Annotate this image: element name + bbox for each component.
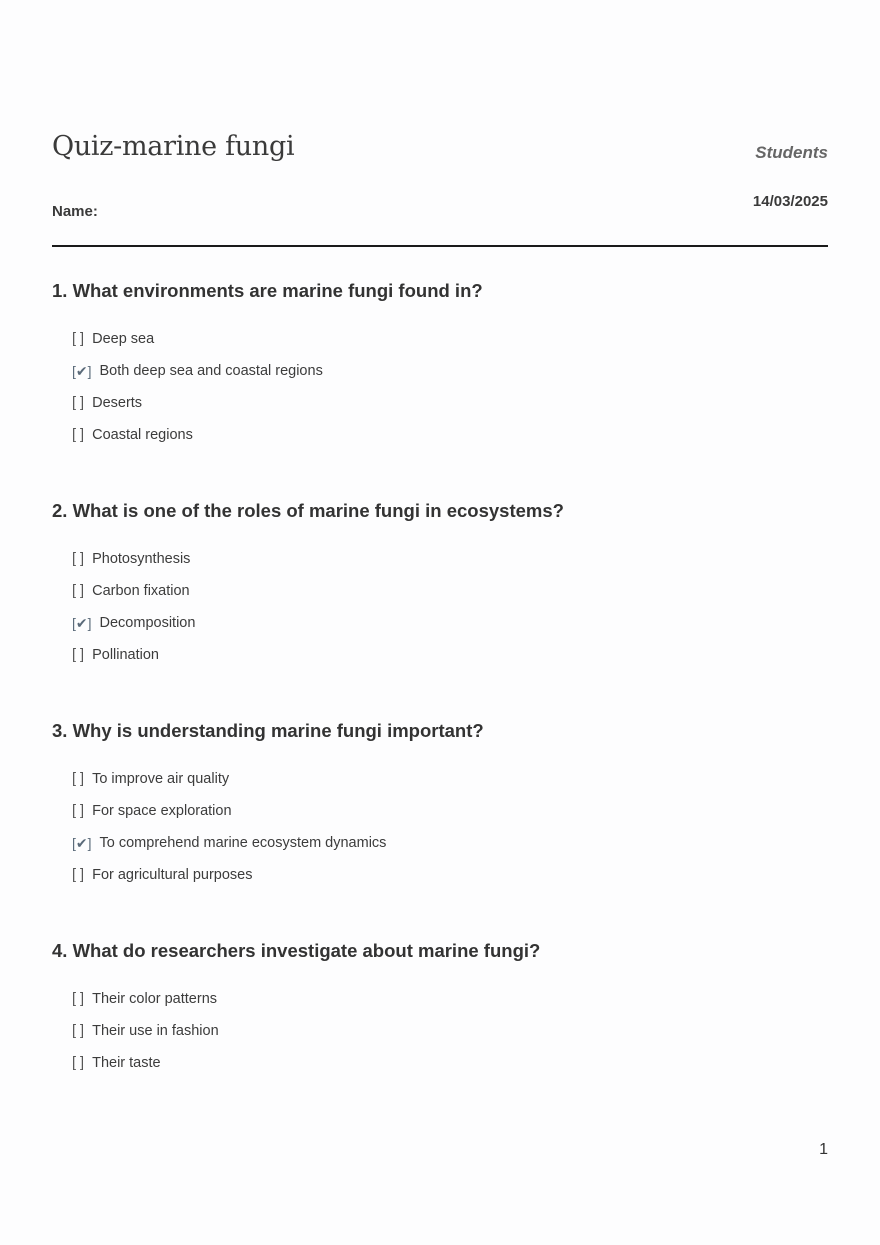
question-1: [52, 280, 828, 457]
question-4: [52, 940, 828, 1085]
answer-option[interactable]: [52, 581, 828, 613]
option-text: Their taste: [92, 1055, 161, 1071]
answer-option[interactable]: [52, 549, 828, 581]
answer-option[interactable]: [52, 613, 828, 645]
question-heading: 3. Why is understanding marine fungi important?: [52, 720, 484, 741]
question-heading: 2. What is one of the roles of marine fungi in ecosystems?: [52, 500, 564, 521]
option-list: [52, 549, 828, 677]
question-heading: 4. What do researchers investigate about marine fungi?: [52, 940, 541, 961]
question-heading: 1. What environments are marine fungi found in?: [52, 280, 483, 301]
option-text: For agricultural purposes: [92, 867, 253, 883]
checkbox[interactable]: [ ]: [72, 771, 85, 787]
answer-option[interactable]: [52, 833, 828, 865]
checkbox[interactable]: [ ]: [72, 395, 85, 411]
checkbox[interactable]: [ ]: [72, 551, 85, 567]
option-text: Their use in fashion: [92, 1023, 219, 1039]
option-text: For space exploration: [92, 803, 232, 819]
option-text: Both deep sea and coastal regions: [99, 363, 323, 379]
question-3: [52, 720, 828, 897]
answer-option[interactable]: [52, 769, 828, 801]
option-text: Decomposition: [99, 615, 196, 631]
answer-option[interactable]: [52, 989, 828, 1021]
option-text: Coastal regions: [92, 427, 193, 443]
checkbox[interactable]: [ ]: [72, 647, 85, 663]
checked-checkbox[interactable]: [✔]: [72, 615, 92, 631]
question-2: [52, 500, 828, 677]
checkbox[interactable]: [ ]: [72, 427, 85, 443]
answer-option[interactable]: [52, 329, 828, 361]
checkbox[interactable]: [ ]: [72, 1055, 85, 1071]
checkbox[interactable]: [ ]: [72, 1023, 85, 1039]
answer-option[interactable]: [52, 393, 828, 425]
checkbox[interactable]: [ ]: [72, 991, 85, 1007]
page-title: Quiz-marine fungi: [52, 131, 295, 162]
option-text: Deep sea: [92, 331, 155, 347]
option-text: Deserts: [92, 395, 143, 411]
answer-option[interactable]: [52, 1021, 828, 1053]
answer-option[interactable]: [52, 645, 828, 677]
page-number: 1: [819, 1141, 828, 1158]
option-list: [52, 989, 828, 1085]
answer-option[interactable]: [52, 425, 828, 457]
answer-option[interactable]: [52, 361, 828, 393]
option-text: To comprehend marine ecosystem dynamics: [99, 835, 387, 851]
checked-checkbox[interactable]: [✔]: [72, 835, 92, 851]
quiz-date: 14/03/2025: [752, 193, 828, 210]
option-text: Their color patterns: [92, 991, 218, 1007]
checkbox[interactable]: [ ]: [72, 867, 85, 883]
answer-option[interactable]: [52, 801, 828, 833]
name-field-label: Name:: [52, 203, 98, 220]
checkbox[interactable]: [ ]: [72, 803, 85, 819]
checkbox[interactable]: [ ]: [72, 583, 85, 599]
option-text: Photosynthesis: [92, 551, 191, 567]
audience-label: Students: [755, 143, 828, 162]
option-text: To improve air quality: [92, 771, 230, 787]
checked-checkbox[interactable]: [✔]: [72, 363, 92, 379]
option-text: Pollination: [92, 647, 160, 663]
header-divider: [52, 245, 828, 247]
option-list: [52, 769, 828, 897]
answer-option[interactable]: [52, 1053, 828, 1085]
answer-option[interactable]: [52, 865, 828, 897]
option-text: Carbon fixation: [92, 583, 190, 599]
checkbox[interactable]: [ ]: [72, 331, 85, 347]
option-list: [52, 329, 828, 457]
